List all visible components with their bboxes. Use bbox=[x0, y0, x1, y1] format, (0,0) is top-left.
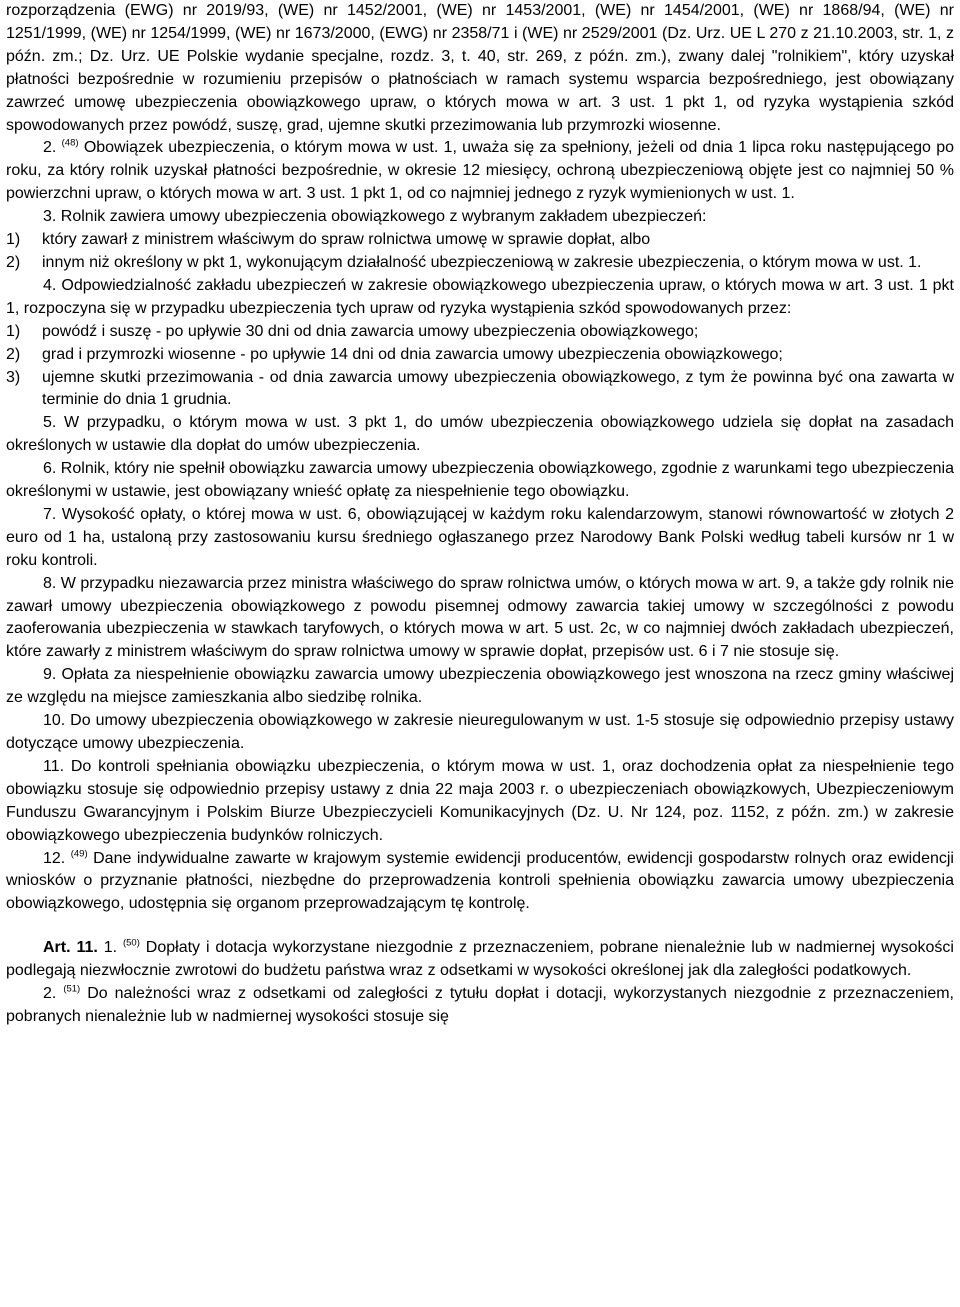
paragraph-12: 12. $^{(49)}$ Dane indywidualne zawarte w krajowym systemie ewidencji producentów, ewidencji gospodarstw rolnych oraz ewidencji wniosków o przyznanie płatności, niezbędne do przeprowadzenia kontroli spełnienia obowiązku zawarcia umowy ubezpieczenia obowiązkowego, udostępnia się organom przeprowadzającym tę kontrolę. bbox=[6, 848, 954, 913]
article-heading: Art. 11. bbox=[43, 939, 98, 957]
paragraph-6: 6. Rolnik, który nie spełnił obowiązku zawarcia umowy ubezpieczenia obowiązkowego, zgodnie z warunkami tego ubezpieczenia określonymi w ustawie, jest obowiązany wnieść opłatę za niespełnienie tego obowiązku. bbox=[6, 460, 954, 501]
section-gap bbox=[6, 916, 954, 937]
paragraph-7: 7. Wysokość opłaty, o której mowa w ust. 6, obowiązującej w każdym roku kalendarzowym, stanowi równowartość w złotych 2 euro od 1 ha, ustaloną przy zastosowaniu kursu średniego ogłaszanego przez Narodowy Bank Polski według tabeli kursów nr 1 w roku kontroli. bbox=[6, 505, 954, 569]
paragraph-5: 5. W przypadku, o którym mowa w ust. 3 pkt 1, do umów ubezpieczenia obowiązkowego udziela się dopłat na zasadach określonych w ustawie dla dopłat do umów ubezpieczenia. bbox=[6, 414, 954, 455]
list-item: 2) grad i przymrozki wiosenne - po upływie 14 dni od dnia zawarcia umowy ubezpieczenia obowiązkowego; bbox=[6, 345, 783, 363]
footnote-ref-48: (48) bbox=[61, 138, 79, 150]
paragraph-8: 8. W przypadku niezawarcia przez ministra właściwego do spraw rolnictwa umów, o których mowa w art. 9, a także gdy rolnik nie zawarł umowy ubezpieczenia obowiązkowego z powodu pisemnej odmowy zawarcia takiej umowy w szczególności z powodu zaoferowania ubezpieczenia w stawkach taryfowych, o których mowa w art. 5 ust. 2c, w co najmniej dwóch zakładach ubezpieczeń, które zawarły z ministrem właściwym do spraw rolnictwa umowy w sprawie dopłat, przepisów ust. 6 i 7 nie stosuje się. bbox=[6, 574, 954, 661]
list-item: 2) innym niż określony w pkt 1, wykonującym działalność ubezpieczeniową w zakresie ubezpieczenia, o którym mowa w ust. 1. bbox=[6, 253, 922, 271]
list-item: 3) ujemne skutki przezimowania - od dnia zawarcia umowy ubezpieczenia obowiązkowego, z tym że powinna być ona zawarta w terminie do dnia 1 grudnia. bbox=[6, 368, 954, 409]
paragraph-3: 3. Rolnik zawiera umowy ubezpieczenia obowiązkowego z wybranym zakładem ubezpieczeń: bbox=[43, 208, 707, 226]
paragraph-2: 2. $^{(48)}$ Obowiązek ubezpieczenia, o którym mowa w ust. 1, uważa się za spełniony, jeżeli od dnia 1 lipca roku następującego po roku, za który rolnik uzyskał płatności bezpośrednie, w okresie 12 miesięcy, ochroną ubezpieczeniową objęte jest co najmniej 50 % powierzchni upraw, o których mowa w art. 3 ust. 1 pkt 1, od co najmniej jednego z ryzyk wymienionych w ust. 1. bbox=[6, 138, 954, 203]
footnote-ref-51: (51) bbox=[63, 983, 81, 995]
paragraph-9: 9. Opłata za niespełnienie obowiązku zawarcia umowy ubezpieczenia obowiązkowego jest wnoszona na rzecz gminy właściwej ze względu na miejsce zamieszkania albo siedzibę rolnika. bbox=[6, 666, 954, 707]
paragraph-intro: rozporządzenia (EWG) nr 2019/93, (WE) nr 1452/2001, (WE) nr 1453/2001, (WE) nr 1454/2001, (WE) nr 1868/94, (WE) nr 1251/1999, (WE) nr 1254/1999, (WE) nr 1673/2000, (EWG) nr 2358/71 i (WE) nr 2529/2001 (Dz. Urz. UE L 270 z 21.10.2003, str. 1, z późn. zm.; Dz. Urz. UE Polskie wydanie specjalne, rozdz. 3, t. 40, str. 269, z późn. zm.), zwany dalej "rolnikiem", który uzyskał płatności bezpośrednie w rozumieniu przepisów o płatnościach w ramach systemu wsparcia bezpośredniego, jest obowiązany zawrzeć umowę ubezpieczenia obowiązkowego upraw, o których mowa w art. 3 ust. 1 pkt 1, od ryzyka wystąpienia szkód spowodowanych przez powódź, suszę, grad, ujemne skutki przezimowania lub przymrozki wiosenne. bbox=[6, 2, 954, 134]
list-item: 1) który zawarł z ministrem właściwym do spraw rolnictwa umowę w sprawie dopłat, albo bbox=[6, 231, 651, 249]
footnote-ref-50: (50) bbox=[122, 937, 140, 949]
paragraph-11: 11. Do kontroli spełniania obowiązku ubezpieczenia, o którym mowa w ust. 1, oraz dochodzenia opłat za niespełnienie tego obowiązku stosuje się odpowiednio przepisy ustawy z dnia 22 maja 2003 r. o ubezpieczeniach obowiązkowych, Ubezpieczeniowym Funduszu Gwarancyjnym i Polskim Biurze Ubezpieczycieli Komunikacyjnych (Dz. U. Nr 124, poz. 1152, z późn. zm.) w zakresie obowiązkowego ubezpieczenia budynków rolniczych. bbox=[6, 757, 954, 844]
article-11-paragraph-1: Art. 11. 1. $^{(50)}$ Dopłaty i dotacja wykorzystane niezgodnie z przeznaczeniem, pobrane nienależnie lub w nadmiernej wysokości podlegają niezwłocznie zwrotowi do budżetu państwa wraz z odsetkami w wysokości określonej jak dla zaległości podatkowych. bbox=[6, 937, 954, 980]
list-item: 1) powódź i suszę - po upływie 30 dni od dnia zawarcia umowy ubezpieczenia obowiązkowego; bbox=[6, 322, 699, 340]
paragraph-10: 10. Do umowy ubezpieczenia obowiązkowego w zakresie nieuregulowanym w ust. 1-5 stosuje się odpowiednio przepisy ustawy dotyczące umowy ubezpieczenia. bbox=[6, 712, 954, 752]
footnote-ref-49: (49) bbox=[70, 848, 88, 860]
article-11-paragraph-2: 2. $^{(51)}$ Do należności wraz z odsetkami od zaległości z tytułu dopłat i dotacji, wykorzystanych niezgodnie z przeznaczeniem, pobranych nienależnie lub w nadmiernej wysokości stosuje się bbox=[6, 983, 955, 1025]
paragraph-4: 4. Odpowiedzialność zakładu ubezpieczeń w zakresie obowiązkowego ubezpieczenia upraw, o których mowa w art. 3 ust. 1 pkt 1, rozpoczyna się w przypadku ubezpieczenia tych upraw od ryzyka wystąpienia szkód spowodowanych przez: bbox=[6, 276, 954, 317]
